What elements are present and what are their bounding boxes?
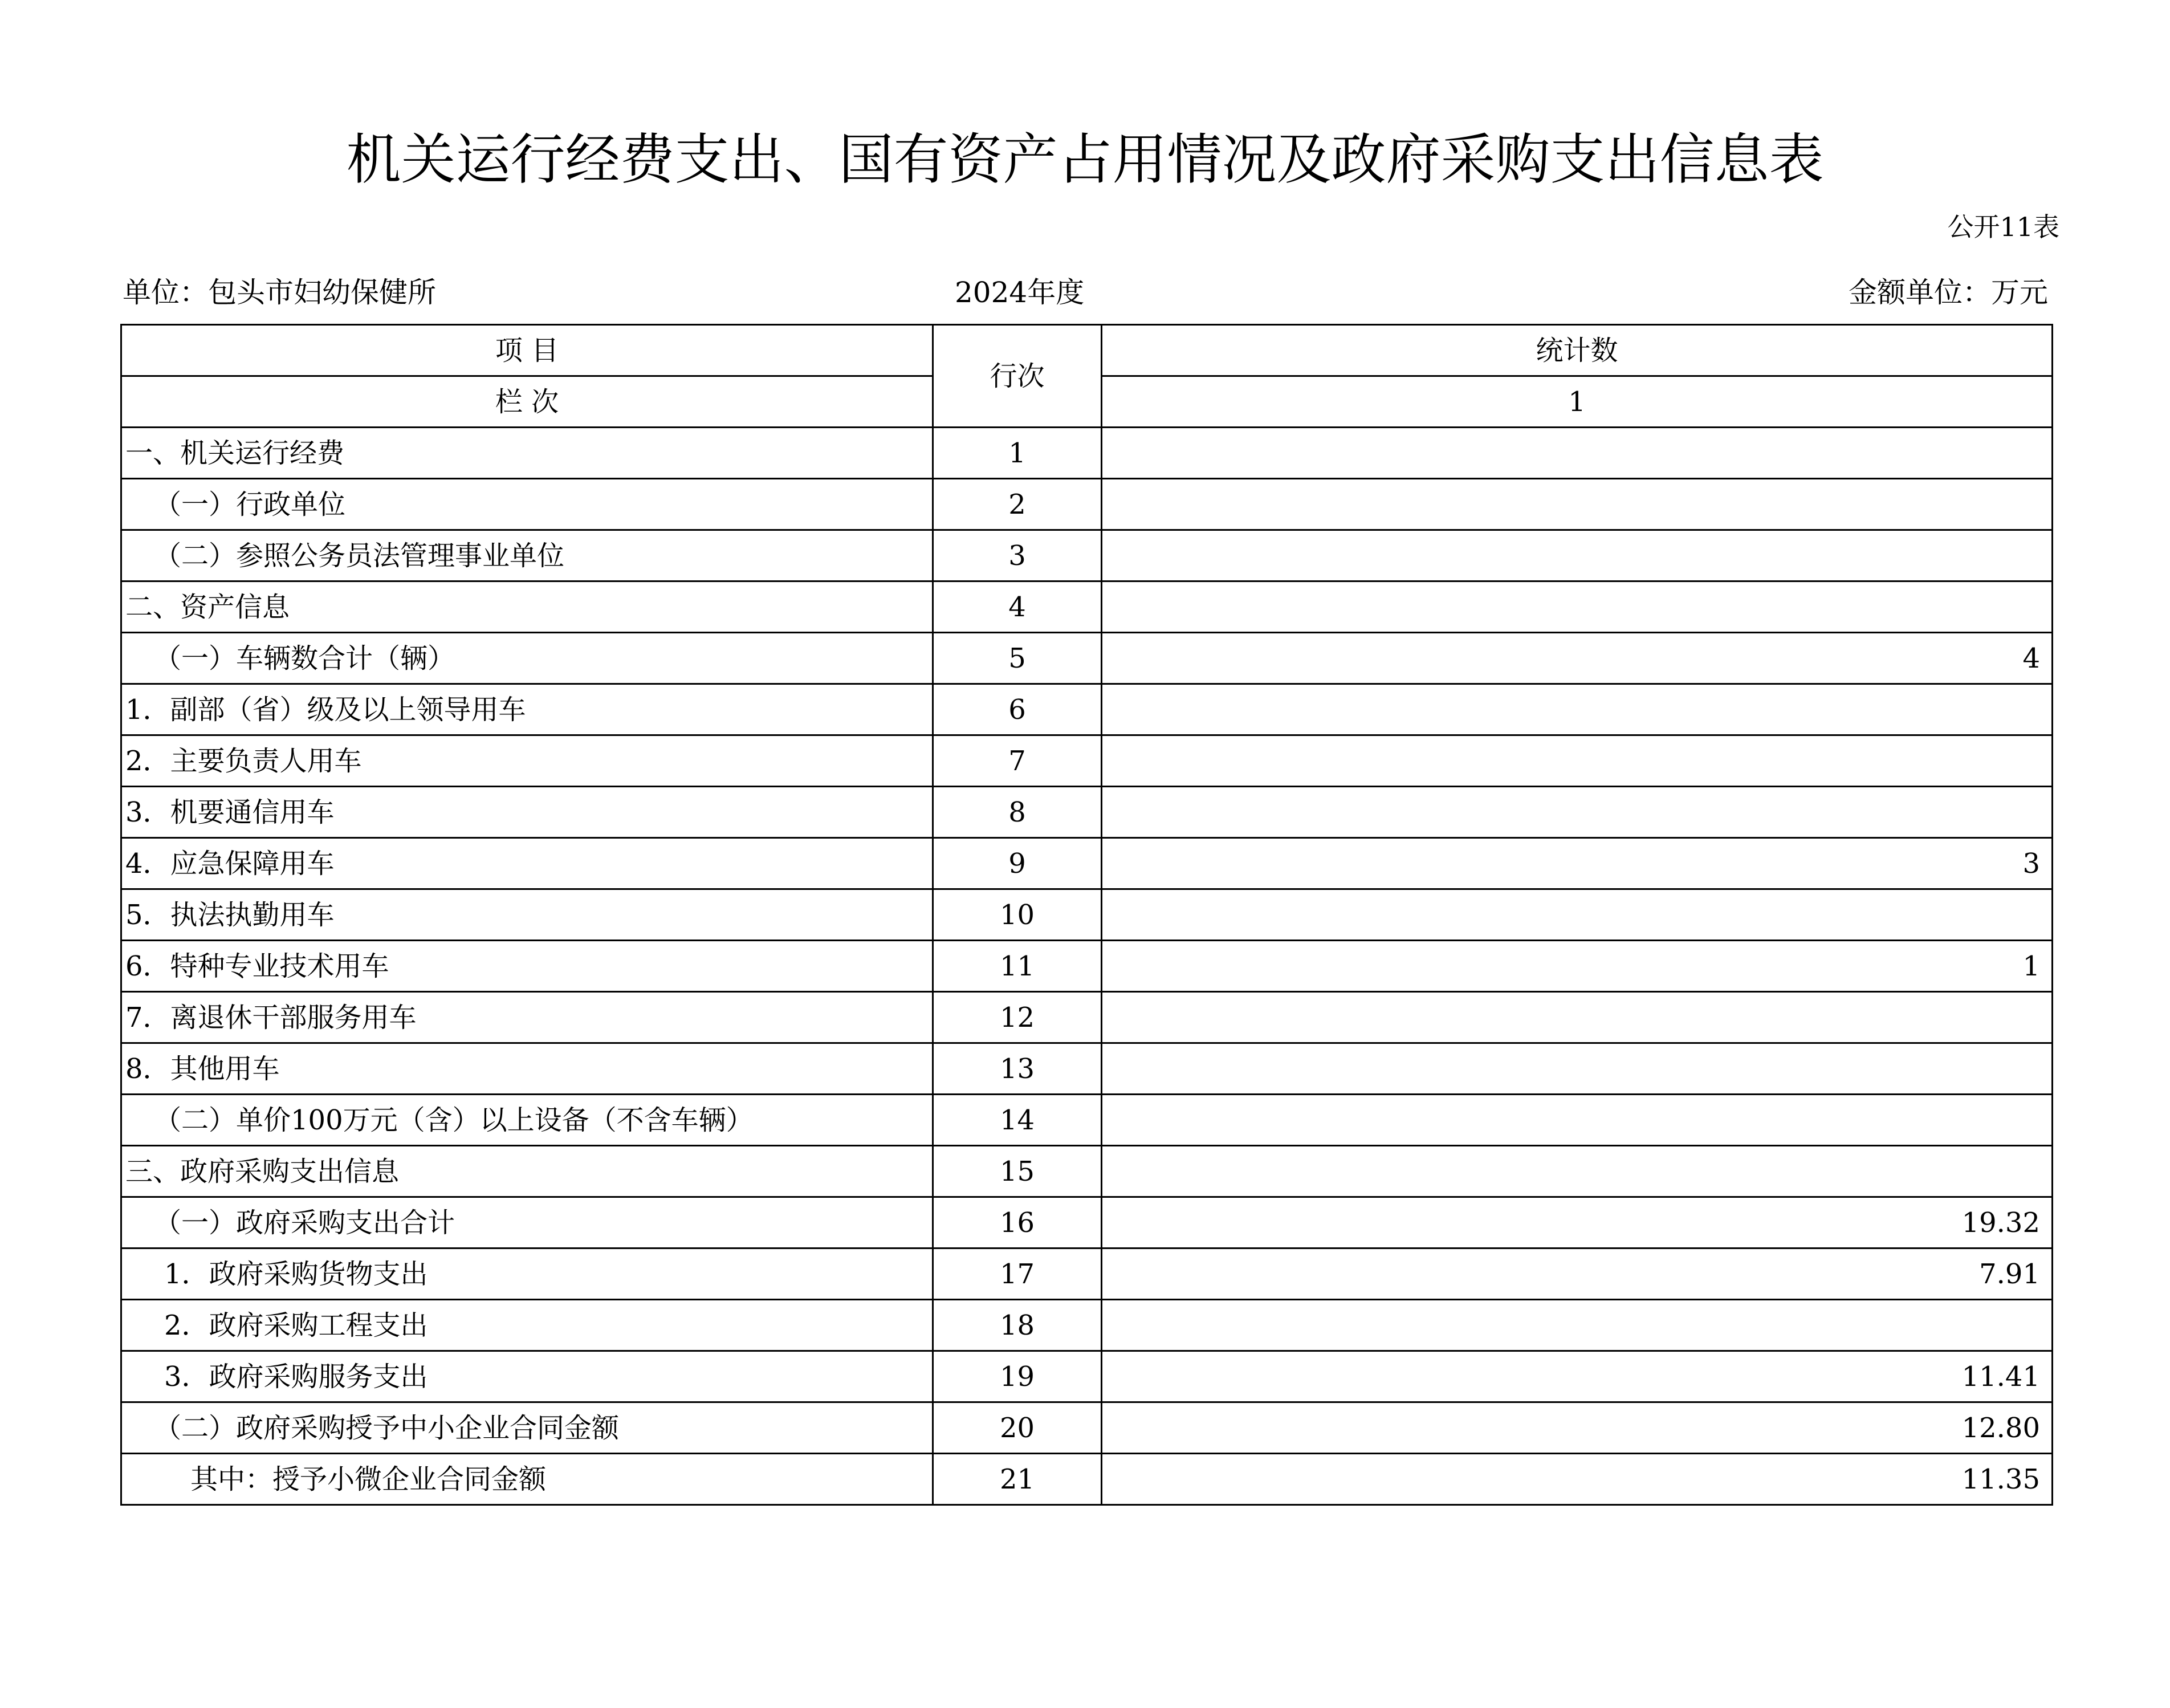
row-item: （一）车辆数合计（辆） (121, 633, 933, 684)
info-table (120, 324, 2053, 1506)
row-value: 19.32 (1102, 1197, 2053, 1249)
row-item: 2．政府采购工程支出 (121, 1300, 933, 1351)
row-line-number: 3 (933, 530, 1102, 581)
row-item: （一）行政单位 (121, 479, 933, 530)
row-line-number: 4 (933, 581, 1102, 633)
row-value: 11.41 (1102, 1351, 2053, 1402)
row-value (1102, 581, 2053, 633)
table-row (121, 479, 2053, 530)
page-title: 机关运行经费支出、国有资产占用情况及政府采购支出信息表 (346, 128, 1824, 192)
table-row (121, 1351, 2053, 1402)
row-value (1102, 1300, 2053, 1351)
table-row (121, 1095, 2053, 1146)
table-row (121, 787, 2053, 838)
table-row (121, 684, 2053, 735)
unit-label: 单位：包头市妇幼保健所 (123, 276, 436, 309)
row-item: 二、资产信息 (121, 581, 933, 633)
row-value: 1 (1102, 941, 2053, 992)
year-label: 2024年度 (955, 276, 1085, 309)
row-item: 7．离退休干部服务用车 (121, 992, 933, 1043)
table-row (121, 633, 2053, 684)
row-line-number: 15 (933, 1146, 1102, 1197)
row-line-number: 14 (933, 1095, 1102, 1146)
row-line-number: 9 (933, 838, 1102, 889)
row-line-number: 21 (933, 1454, 1102, 1505)
row-line-number: 5 (933, 633, 1102, 684)
row-value (1102, 684, 2053, 735)
row-item: 1．副部（省）级及以上领导用车 (121, 684, 933, 735)
row-value: 3 (1102, 838, 2053, 889)
row-value (1102, 1146, 2053, 1197)
row-value (1102, 992, 2053, 1043)
row-value (1102, 787, 2053, 838)
header-line-no: 行次 (933, 325, 1102, 428)
row-line-number: 2 (933, 479, 1102, 530)
row-line-number: 20 (933, 1402, 1102, 1454)
table-row (121, 838, 2053, 889)
row-value (1102, 1095, 2053, 1146)
table-row (121, 581, 2053, 633)
table-row (121, 1300, 2053, 1351)
row-value: 4 (1102, 633, 2053, 684)
form-number: 公开11表 (1947, 212, 2059, 242)
row-line-number: 18 (933, 1300, 1102, 1351)
table-row (121, 1402, 2053, 1454)
table-row (121, 1454, 2053, 1505)
row-item: （一）政府采购支出合计 (121, 1197, 933, 1249)
row-value: 12.80 (1102, 1402, 2053, 1454)
row-value (1102, 889, 2053, 941)
row-value (1102, 479, 2053, 530)
row-item: 8．其他用车 (121, 1043, 933, 1095)
header-column-label: 栏 次 (121, 376, 933, 428)
row-item: （二）政府采购授予中小企业合同金额 (121, 1402, 933, 1454)
row-line-number: 1 (933, 428, 1102, 479)
row-value (1102, 428, 2053, 479)
row-line-number: 13 (933, 1043, 1102, 1095)
row-line-number: 17 (933, 1249, 1102, 1300)
row-item: （二）参照公务员法管理事业单位 (121, 530, 933, 581)
row-item: 2．主要负责人用车 (121, 735, 933, 787)
header-item: 项 目 (121, 325, 933, 376)
row-item: 4．应急保障用车 (121, 838, 933, 889)
row-line-number: 8 (933, 787, 1102, 838)
row-item: 3．政府采购服务支出 (121, 1351, 933, 1402)
row-item: 6．特种专业技术用车 (121, 941, 933, 992)
table-row (121, 530, 2053, 581)
header-row-1 (121, 325, 2053, 376)
row-item: 3．机要通信用车 (121, 787, 933, 838)
row-item: 5．执法执勤用车 (121, 889, 933, 941)
row-line-number: 6 (933, 684, 1102, 735)
row-item: 一、机关运行经费 (121, 428, 933, 479)
row-value (1102, 530, 2053, 581)
row-item: 1．政府采购货物支出 (121, 1249, 933, 1300)
row-value: 7.91 (1102, 1249, 2053, 1300)
row-line-number: 11 (933, 941, 1102, 992)
table-row (121, 889, 2053, 941)
row-value: 11.35 (1102, 1454, 2053, 1505)
table-row (121, 735, 2053, 787)
header-stat: 统计数 (1102, 325, 2053, 376)
row-item: 三、政府采购支出信息 (121, 1146, 933, 1197)
row-line-number: 10 (933, 889, 1102, 941)
row-line-number: 12 (933, 992, 1102, 1043)
table-row (121, 1249, 2053, 1300)
row-item: 其中：授予小微企业合同金额 (121, 1454, 933, 1505)
row-line-number: 7 (933, 735, 1102, 787)
meta-row (123, 273, 2048, 312)
row-value (1102, 735, 2053, 787)
table-row (121, 428, 2053, 479)
table-row (121, 1146, 2053, 1197)
row-line-number: 16 (933, 1197, 1102, 1249)
row-line-number: 19 (933, 1351, 1102, 1402)
header-column-no: 1 (1102, 376, 2053, 428)
row-item: （二）单价100万元（含）以上设备（不含车辆） (121, 1095, 933, 1146)
table-row (121, 1197, 2053, 1249)
table-row (121, 992, 2053, 1043)
currency-label: 金额单位：万元 (1849, 276, 2048, 309)
table-row (121, 941, 2053, 992)
table-row (121, 1043, 2053, 1095)
row-value (1102, 1043, 2053, 1095)
table-body (121, 325, 2053, 1505)
